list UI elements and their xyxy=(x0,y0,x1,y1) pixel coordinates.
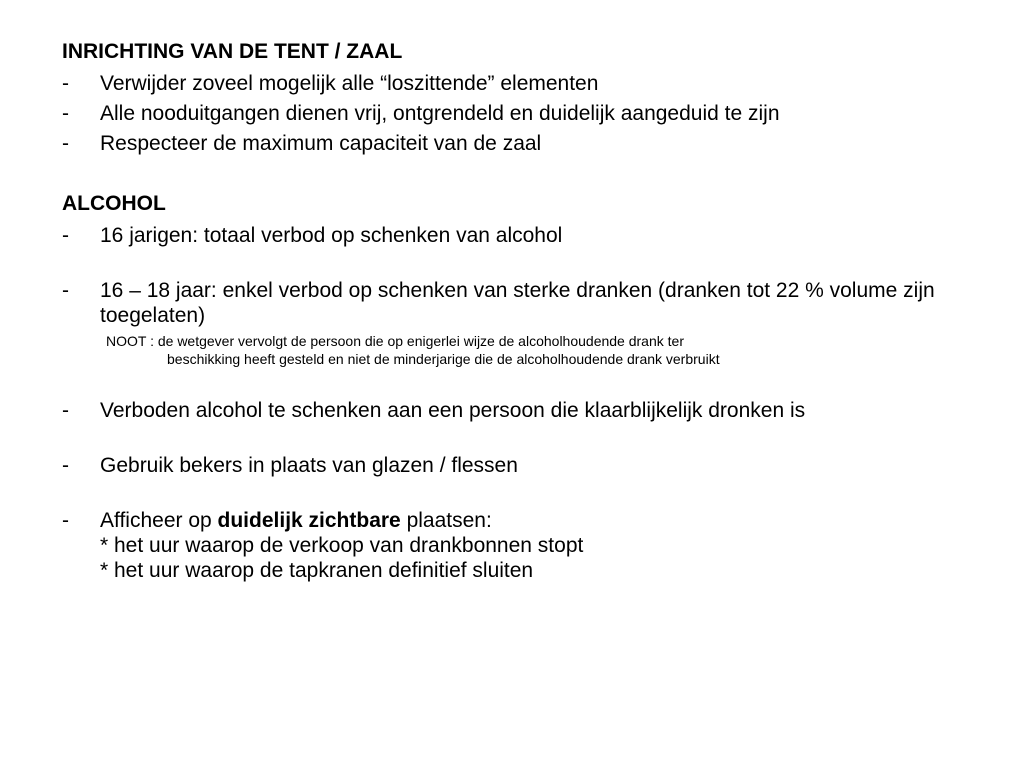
list-item-text: Gebruik bekers in plaats van glazen / flessen xyxy=(100,454,518,477)
note-line-1: NOOT : de wetgever vervolgt de persoon die op enigerlei wijze de alcoholhoudende drank ter xyxy=(106,333,684,349)
affiche-emphasis: duidelijk zichtbare xyxy=(217,509,401,532)
list-item xyxy=(62,398,982,423)
bullet-dash: - xyxy=(62,72,69,95)
affiche-intro xyxy=(100,508,982,533)
affiche-suffix: plaatsen: xyxy=(400,509,492,532)
affiche-line-1: * het uur waarop de verkoop van drankbonnen stopt xyxy=(100,534,584,557)
list-item-text: Verwijder zoveel mogelijk alle “loszittende” elementen xyxy=(100,72,599,95)
note-line-2: beschikking heeft gesteld en niet de minderjarige die de alcoholhoudende drank verbruikt xyxy=(167,351,720,367)
list-item xyxy=(62,223,982,248)
bullet-dash: - xyxy=(62,509,69,532)
list-item-text: Alle nooduitgangen dienen vrij, ontgrendeld en duidelijk aangeduid te zijn xyxy=(100,102,780,125)
bullet-dash: - xyxy=(62,399,69,422)
bullet-dash: - xyxy=(62,102,69,125)
section-heading-alcohol: ALCOHOL xyxy=(62,192,166,215)
bullet-dash: - xyxy=(62,132,69,155)
list-item xyxy=(62,71,982,96)
list-item xyxy=(62,101,982,126)
list-item-text: Respecteer de maximum capaciteit van de zaal xyxy=(100,132,542,155)
bullet-dash: - xyxy=(62,279,69,302)
list-item-affiche xyxy=(62,508,982,583)
affiche-prefix: Afficheer op xyxy=(100,509,218,532)
slide-content xyxy=(62,38,982,583)
list-item xyxy=(62,131,982,156)
bullet-dash: - xyxy=(62,454,69,477)
list-item xyxy=(62,278,982,328)
list-item-text: 16 jarigen: totaal verbod op schenken van alcohol xyxy=(100,224,563,247)
list-item-text: Verboden alcohol te schenken aan een persoon die klaarblijkelijk dronken is xyxy=(100,399,806,422)
legal-note xyxy=(106,332,982,368)
list-item xyxy=(62,453,982,478)
section-heading-inrichting: INRICHTING VAN DE TENT / ZAAL xyxy=(62,40,403,63)
bullet-dash: - xyxy=(62,224,69,247)
affiche-line-2: * het uur waarop de tapkranen definitief sluiten xyxy=(100,559,534,582)
list-item-text: 16 – 18 jaar: enkel verbod op schenken van sterke dranken (dranken tot 22 % volume zijn toegelaten) xyxy=(100,279,935,327)
